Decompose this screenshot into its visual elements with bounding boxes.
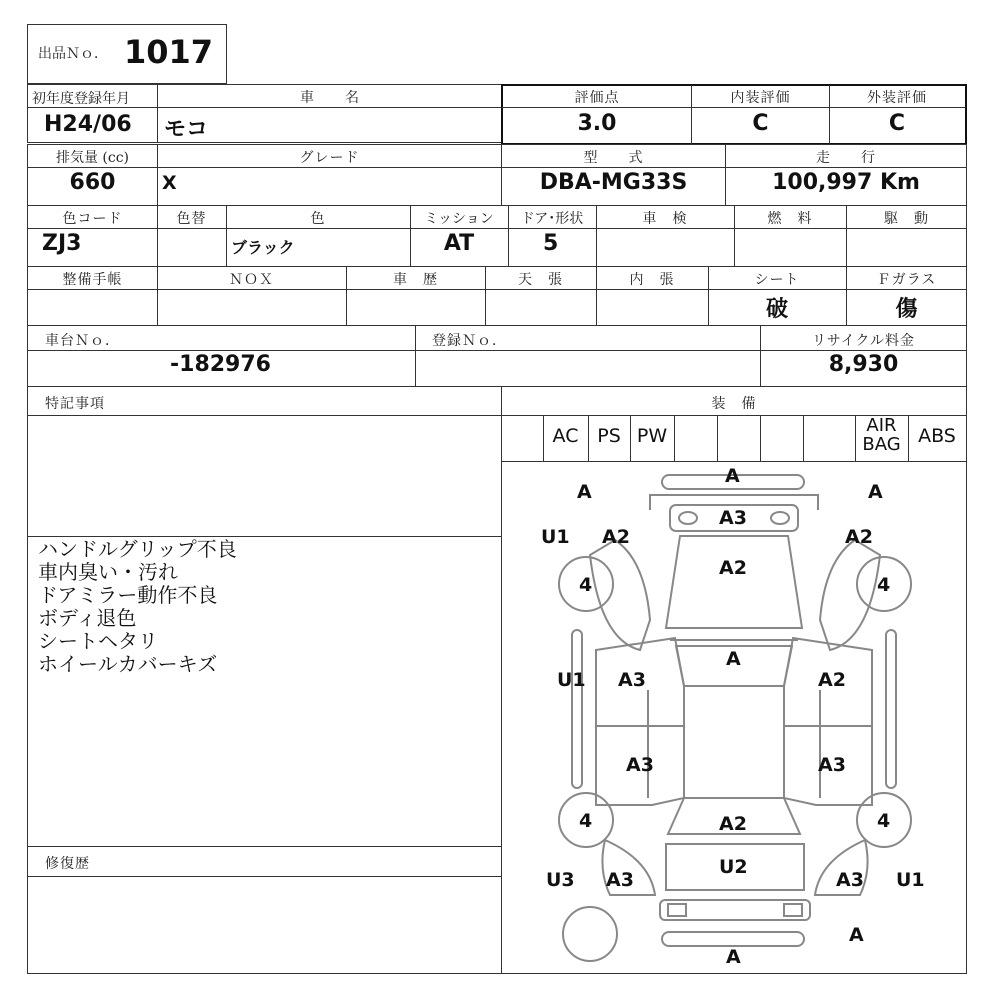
mark-front-right-corner: A (868, 481, 883, 503)
cc-value: 660 (69, 170, 116, 195)
note-line: ハンドルグリップ不良 (38, 537, 237, 561)
mark-tire-rl: 4 (579, 810, 593, 832)
mark-rear-right-corner: A (849, 924, 864, 946)
mark-grille: A3 (719, 507, 747, 529)
fuel-label: 燃 料 (767, 211, 813, 227)
interior-value: C (752, 111, 769, 136)
note-line: 車内臭い・汚れ (38, 560, 178, 584)
mark-rear-left-u: U3 (546, 869, 575, 891)
mark-front-bumper: A (725, 465, 740, 487)
repaint-label: 色替 (176, 211, 207, 227)
mark-rear-left-a: A3 (606, 869, 634, 891)
equip-ac: AC (552, 425, 579, 447)
equip-ps: PS (597, 425, 621, 447)
mark-rear-bumper: A (726, 946, 741, 968)
inspection-label: 車 検 (642, 211, 688, 227)
mark-hood: A2 (719, 557, 747, 579)
score-label: 評価点 (574, 90, 620, 106)
grade-value: X (162, 172, 177, 194)
mark-windshield: A (726, 648, 741, 670)
model-label: 型 式 (583, 150, 644, 166)
mark-left-front-door-u: U1 (557, 669, 586, 691)
drive-label: 駆 動 (884, 211, 929, 227)
equipment-label: 装 備 (711, 396, 757, 412)
note-line: シートヘタリ (38, 629, 158, 653)
note-line: ボディ退色 (38, 606, 137, 630)
mission-label: ミッション (424, 211, 494, 227)
chassis-label: 車台Ｎｏ． (45, 333, 120, 349)
grade-label: グレード (299, 150, 360, 166)
mark-right-rear-door: A3 (818, 754, 846, 776)
color-label: 色 (310, 211, 326, 227)
mark-left-front-door-a: A3 (618, 669, 646, 691)
door-value: 5 (543, 231, 559, 256)
equip-airbag: AIR BAG (862, 415, 901, 455)
note-line: ホイールカバーキズ (38, 652, 218, 676)
door-label: ドア･形状 (520, 211, 584, 227)
mark-tailgate: U2 (719, 856, 748, 878)
exterior-label: 外装評価 (867, 90, 927, 106)
colorcode-value: ZJ3 (42, 231, 82, 256)
mark-tire-fl: 4 (579, 574, 593, 596)
lot-number-label: 出品Ｎｏ． (38, 46, 108, 62)
notes-label: 特記事項 (45, 396, 105, 412)
mission-value: AT (443, 231, 475, 256)
mark-tire-fr: 4 (877, 574, 891, 596)
repair-label: 修復歴 (45, 856, 90, 872)
seat-value: 破 (765, 297, 788, 322)
roof-label: 天 張 (518, 272, 563, 288)
equip-abs: ABS (918, 425, 956, 447)
seat-label: シート (754, 272, 800, 288)
colorcode-label: 色コード (62, 211, 123, 227)
regno-label: 登録Ｎｏ． (432, 333, 507, 349)
fglass-label: Ｆガラス (876, 272, 937, 288)
mark-rear-right-u: U1 (896, 869, 925, 891)
mark-tire-rr: 4 (877, 810, 891, 832)
chassis-value: -182976 (170, 352, 271, 377)
mark-left-fender-u: U1 (541, 526, 570, 548)
history-label: 車 歴 (393, 272, 438, 288)
score-value: 3.0 (577, 111, 617, 136)
car-name-value: モコ (164, 117, 209, 142)
lot-number-value: 1017 (124, 33, 214, 71)
mileage-value: 100,997 Km (772, 170, 920, 195)
mark-front-left-corner: A (577, 481, 592, 503)
mark-left-fender-a: A2 (602, 526, 630, 548)
mark-right-fender: A2 (845, 526, 873, 548)
cc-label: 排気量 (cc) (55, 150, 130, 166)
car-name-label: 車 名 (300, 90, 360, 106)
equip-pw: PW (636, 425, 668, 447)
mark-rear-glass: A2 (719, 813, 747, 835)
maint-label: 整備手帳 (62, 272, 123, 288)
mileage-label: 走 行 (816, 150, 876, 166)
recycle-value: 8,930 (828, 352, 899, 377)
registration-label: 初年度登録年月 (32, 91, 130, 107)
registration-value: H24/06 (44, 112, 132, 137)
fglass-value: 傷 (895, 297, 918, 322)
color-value: ブラック (231, 238, 295, 257)
recycle-label: リサイクル料金 (811, 333, 916, 349)
mark-left-rear-door: A3 (626, 754, 654, 776)
nox-label: ＮＯＸ (229, 272, 274, 288)
exterior-value: C (888, 111, 906, 136)
interior-label: 内装評価 (730, 90, 791, 106)
mark-rear-right-a: A3 (836, 869, 864, 891)
interior-trim-label: 内 張 (629, 272, 675, 288)
mark-right-front-door: A2 (818, 669, 846, 691)
note-line: ドアミラー動作不良 (38, 583, 218, 607)
model-value: DBA-MG33S (539, 170, 688, 195)
